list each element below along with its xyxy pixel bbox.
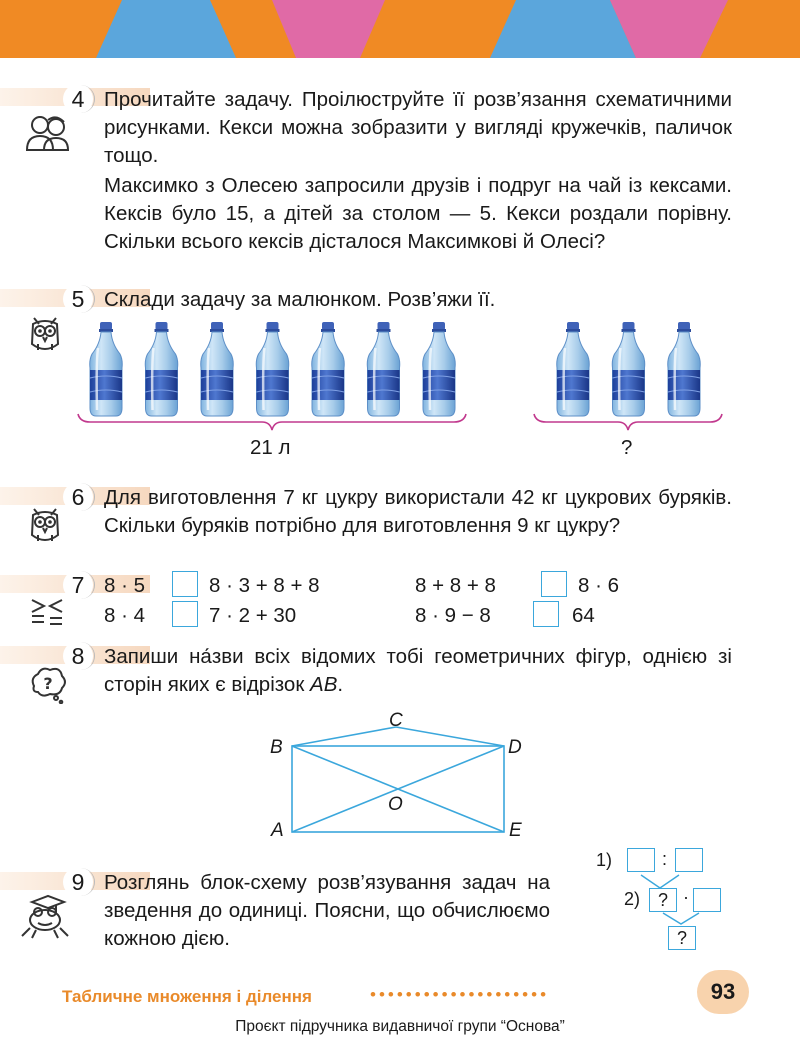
task4-problem: Максимко з Олесею запросили друзів і подруг на чай із кексами. Кексів було 15, а дітей за столом — 5. Кекси роздали порівну. Скільки всього кексів дісталося Максимкові й Олесі? (104, 174, 732, 253)
task4-instruction: Прочитайте задачу. Проілюструйте її розв’язання схематичними рисунками. Кекси можна зобразити у вигляді кружечків, паличок тощо. (104, 88, 732, 167)
section-title: Табличне множення і ділення (62, 987, 312, 1006)
question-bubble-icon (28, 664, 68, 704)
page-number: 93 (697, 970, 749, 1014)
flow-box-empty (675, 848, 703, 872)
right-volume-label: ? (621, 436, 633, 459)
point-label-e: E (509, 820, 522, 841)
flow-box-question: ? (649, 888, 677, 912)
pair-work-icon (24, 112, 72, 154)
compare-expr-2b-left: 8 · 9 − 8 (415, 604, 491, 627)
compare-expr-1a-right: 8 · 3 + 8 + 8 (209, 574, 320, 597)
left-volume-label: 21 л (250, 436, 291, 459)
compare-expr-2a-right: 7 · 2 + 30 (209, 604, 297, 627)
compare-box[interactable] (172, 571, 198, 597)
task-number: 4 (63, 84, 93, 114)
task-number: 7 (63, 570, 93, 600)
water-bottle (256, 322, 289, 416)
compare-expr-1b-right: 8 · 6 (578, 574, 620, 597)
water-bottle (668, 322, 701, 416)
task8-text (104, 643, 732, 699)
publisher-note: Проєкт підручника видавничої групи “Основа” (235, 1018, 565, 1035)
point-label-c: C (389, 710, 403, 731)
frog-graduate-icon (18, 892, 72, 940)
flow-multiply-sign: · (683, 887, 689, 907)
compare-expr-1b-left: 8 + 8 + 8 (415, 574, 496, 597)
water-bottle (201, 322, 234, 416)
compare-expr-2a-left: 8 · 4 (104, 604, 146, 627)
compare-box[interactable] (541, 571, 567, 597)
task8-text-part1: Запиши на́зви всіх відомих тобі геометричних фігур, однією зі сторін яких є відрізок (104, 645, 732, 696)
flow-box-empty (627, 848, 655, 872)
task5-instruction: Склади задачу за малюнком. Розв’яжи її. (104, 288, 496, 311)
task-number: 9 (63, 867, 93, 897)
flow-divide-sign: : (662, 849, 668, 869)
owl-icon (28, 505, 62, 545)
flow-step-2-label: 2) (624, 889, 641, 909)
point-label-b: B (270, 737, 283, 758)
task8-text-part2: . (337, 673, 344, 696)
task-number: 8 (63, 641, 93, 671)
flow-box-empty (693, 888, 721, 912)
point-label-o: O (388, 794, 403, 815)
footer-dots: •••••••••••••••••••• (370, 985, 550, 1004)
compare-signs-icon (30, 596, 66, 628)
water-bottle (423, 322, 456, 416)
water-bottle (145, 322, 178, 416)
water-bottle (312, 322, 345, 416)
task9-text: Розглянь блок-схему розв’язування задач на зведення до одиниці. Поясни, що обчислюємо кожною дією. (104, 871, 550, 950)
svg-text:?: ? (43, 674, 53, 693)
flow-box-question: ? (668, 926, 696, 950)
bottles-illustration (0, 318, 800, 438)
task6-text: Для виготовлення 7 кг цукру використали 42 кг цукрових буряків. Скільки буряків потрібно для виготовлення 9 кг цукру? (104, 486, 732, 537)
compare-expr-2b-right: 64 (572, 604, 595, 627)
task-number: 5 (63, 284, 93, 314)
compare-expr-1a-left: 8 · 5 (104, 574, 146, 597)
water-bottle (557, 322, 590, 416)
water-bottle (367, 322, 400, 416)
water-bottle (612, 322, 645, 416)
compare-box[interactable] (533, 601, 559, 627)
water-bottle (90, 322, 123, 416)
top-banner (0, 0, 800, 58)
compare-box[interactable] (172, 601, 198, 627)
task-number: 6 (63, 482, 93, 512)
point-label-d: D (508, 737, 522, 758)
point-label-a: A (271, 820, 284, 841)
segment-ab: AB (310, 673, 338, 696)
flow-step-1-label: 1) (596, 850, 613, 870)
